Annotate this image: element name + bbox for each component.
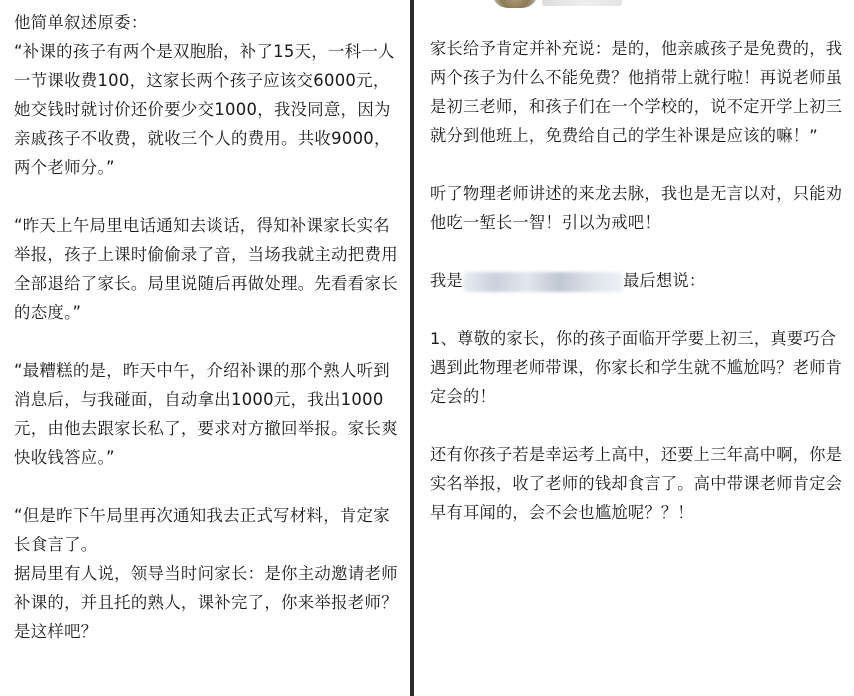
left-quote-1: “补课的孩子有两个是双胞胎，补了15天，一科一人一节课收费100，这家长两个孩子应该交6000元，她交钱时就讨价还价要少交1000，我没同意，因为亲戚孩子不收费，就收三个人的费用。共收9000，两个老师分。” [14, 42, 395, 177]
paragraph-gap [430, 295, 846, 324]
left-quote-2: “昨天上午局里电话通知去谈话，得知补课家长实名举报，孩子上课时偷偷录了音，当场我就主动把费用全部退给了家长。局里说随后再做处理。先看看家长的态度。” [14, 216, 398, 322]
left-screenshot-panel [0, 0, 410, 696]
paragraph-gap [14, 472, 400, 501]
right-paragraph-5: 还有你孩子若是幸运考上高中，还要上三年高中啊，你是实名举报，收了老师的钱却食言了。高中带课老师肯定会早有耳闻的，会不会也尴尬呢？？！ [430, 445, 843, 522]
blurred-username [542, 0, 622, 6]
paragraph-gap [430, 150, 846, 179]
right-paragraph-4: 1、尊敬的家长，你的孩子面临开学要上初三，真要巧合遇到此物理老师带课，你家长和学生就不尴尬吗？老师肯定会的！ [430, 329, 843, 406]
paragraph-gap [430, 411, 846, 440]
author-header [430, 0, 846, 12]
right-paragraph-2: 听了物理老师讲述的来龙去脉，我也是无言以对，只能劝他吃一堑长一智！引以为戒吧！ [430, 184, 843, 232]
right-screenshot-panel [414, 0, 854, 696]
left-intro: 他简单叙述原委： [14, 13, 148, 32]
paragraph-gap [14, 182, 400, 211]
paragraph-gap [14, 327, 400, 356]
left-quote-5: 据局里有人说，领导当时问家长：是你主动邀请老师补课的，并且托的熟人，课补完了，你来举报老师？是这样吧？ [14, 564, 398, 641]
avatar [492, 0, 538, 8]
self-intro-prefix: 我是 [430, 271, 463, 290]
redacted-name [463, 272, 623, 292]
left-quote-4: “但是昨下午局里再次通知我去正式写材料，肯定家长食言了。 [14, 506, 390, 554]
paragraph-gap [430, 237, 846, 266]
left-quote-3: “最糟糕的是，昨天中午，介绍补课的那个熟人听到消息后，与我碰面，自动拿出1000元，我出1000元，由他去跟家长私了，要求对方撤回举报。家长爽快收钱答应。” [14, 361, 398, 467]
self-intro-suffix: 最后想说： [622, 271, 706, 290]
right-paragraph-3 [430, 266, 846, 295]
right-paragraph-1: 家长给予肯定并补充说：是的，他亲戚孩子是免费的，我两个孩子为什么不能免费？他捎带上就行啦！再说老师虽是初三老师，和孩子们在一个学校的，说不定开学上初三就分到他班上，免费给自己的学生补课是应该的嘛！” [430, 39, 843, 145]
